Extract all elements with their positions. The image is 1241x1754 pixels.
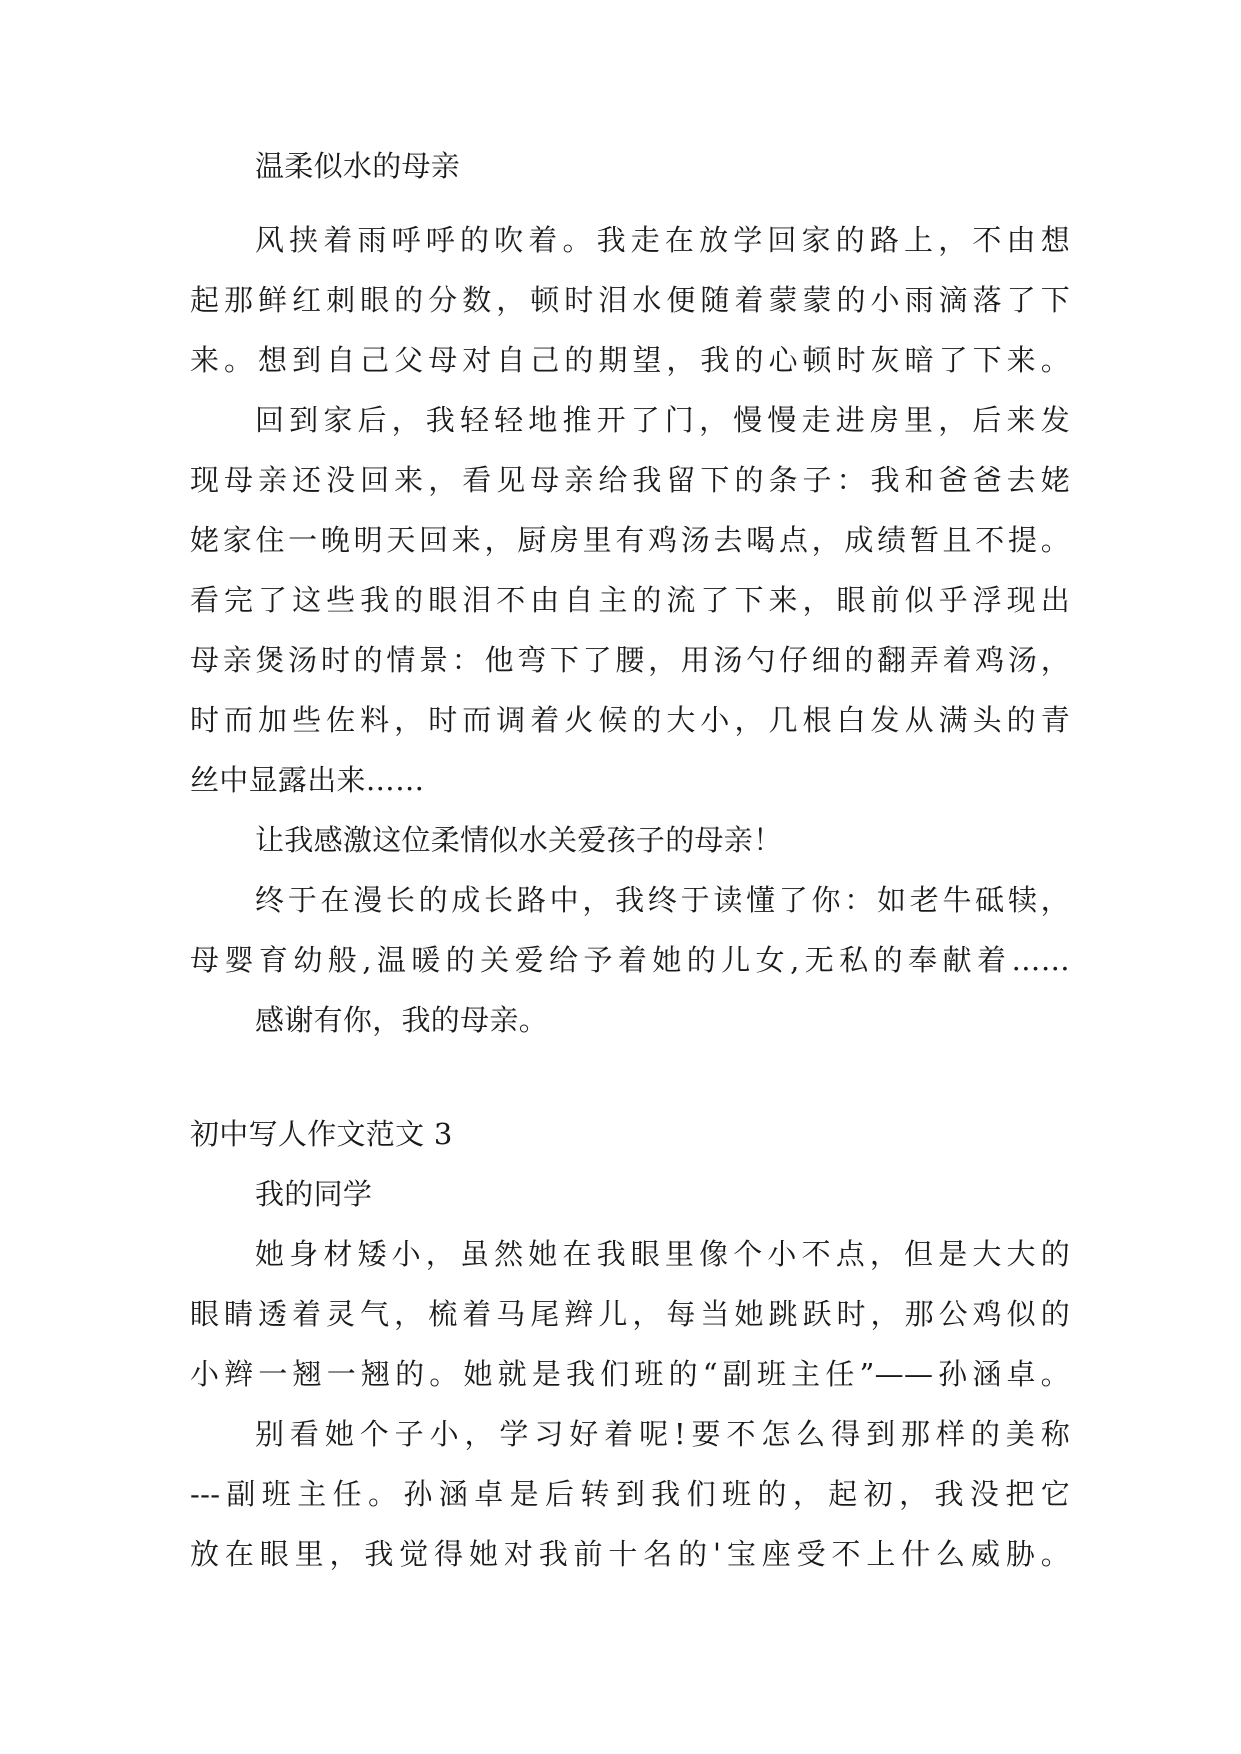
essay1-p1-line3: 来。想到自己父母对自己的期望，我的心顿时灰暗了下来。 [190, 343, 1070, 377]
essay1-p2-line3: 姥家住一晚明天回来，厨房里有鸡汤去喝点，成绩暂且不提。 [190, 523, 1070, 557]
essay2-p1-line3: 小辫一翘一翘的。她就是我们班的“副班主任”——孙涵卓。 [190, 1357, 1070, 1391]
essay1-p2-line4: 看完了这些我的眼泪不由自主的流了下来，眼前似乎浮现出 [190, 583, 1070, 617]
essay1-p2-line6: 时而加些佐料，时而调着火候的大小，几根白发从满头的青 [190, 703, 1070, 737]
essay1-p3: 让我感激这位柔情似水关爱孩子的母亲！ [255, 823, 783, 857]
essay1-p4-line1: 终于在漫长的成长路中，我终于读懂了你：如老牛砥犊， [255, 883, 1070, 917]
essay2-p2-line2: ---副班主任。孙涵卓是后转到我们班的，起初，我没把它 [190, 1477, 1070, 1511]
essay1-title: 温柔似水的母亲 [255, 149, 461, 183]
essay2-title: 我的同学 [255, 1177, 373, 1211]
essay1-p2-line1: 回到家后，我轻轻地推开了门，慢慢走进房里，后来发 [255, 403, 1070, 437]
essay1-p5: 感谢有你，我的母亲。 [255, 1003, 549, 1037]
essay2-p2-line1: 别看她个子小，学习好着呢!要不怎么得到那样的美称 [255, 1417, 1070, 1451]
essay1-p1-line2: 起那鲜红刺眼的分数，顿时泪水便随着蒙蒙的小雨滴落了下 [190, 283, 1070, 317]
essay2-p1-line2: 眼睛透着灵气，梳着马尾辫儿，每当她跳跃时，那公鸡似的 [190, 1297, 1070, 1331]
essay1-p2-line2: 现母亲还没回来，看见母亲给我留下的条子：我和爸爸去姥 [190, 463, 1070, 497]
section-heading: 初中写人作文范文 3 [190, 1117, 453, 1151]
essay1-p4-line2: 母婴育幼般,温暖的关爱给予着她的儿女,无私的奉献着…… [190, 943, 1070, 977]
essay1-p1-line1: 风挟着雨呼呼的吹着。我走在放学回家的路上，不由想 [255, 223, 1070, 257]
essay1-p2-line7: 丝中显露出来…… [190, 763, 425, 797]
essay2-p2-line3: 放在眼里，我觉得她对我前十名的'宝座受不上什么威胁。 [190, 1537, 1070, 1571]
essay1-p2-line5: 母亲煲汤时的情景：他弯下了腰，用汤勺仔细的翻弄着鸡汤， [190, 643, 1070, 677]
essay2-p1-line1: 她身材矮小，虽然她在我眼里像个小不点，但是大大的 [255, 1237, 1070, 1271]
